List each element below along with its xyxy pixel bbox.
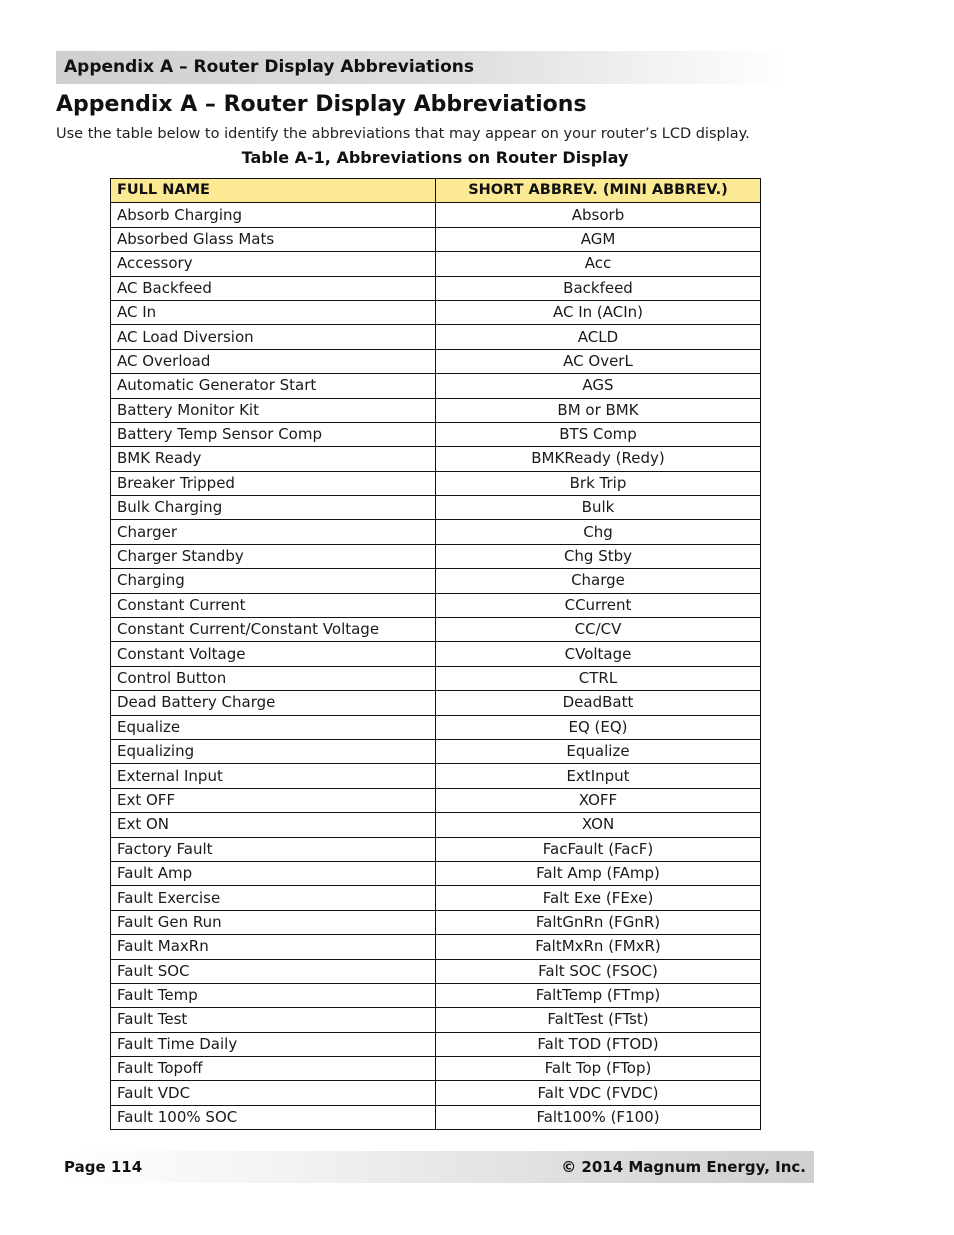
abbreviation-cell: FaltMxRn (FMxR) <box>436 935 761 959</box>
full-name-cell: External Input <box>111 764 436 788</box>
full-name-cell: Fault Temp <box>111 983 436 1007</box>
table-row <box>111 837 761 861</box>
full-name-cell: Fault MaxRn <box>111 935 436 959</box>
table-row <box>111 886 761 910</box>
abbreviation-cell: ACLD <box>436 325 761 349</box>
full-name-cell: Accessory <box>111 252 436 276</box>
abbreviation-cell: AC In (ACIn) <box>436 300 761 324</box>
full-name-cell: Fault Gen Run <box>111 910 436 934</box>
abbreviation-cell: CTRL <box>436 666 761 690</box>
full-name-cell: Constant Voltage <box>111 642 436 666</box>
abbreviation-cell: XON <box>436 813 761 837</box>
abbreviation-cell: FaltTest (FTst) <box>436 1008 761 1032</box>
abbreviation-cell: Falt TOD (FTOD) <box>436 1032 761 1056</box>
abbreviation-cell: FacFault (FacF) <box>436 837 761 861</box>
abbreviation-cell: AC OverL <box>436 349 761 373</box>
table-row <box>111 203 761 227</box>
full-name-cell: Fault VDC <box>111 1081 436 1105</box>
full-name-cell: BMK Ready <box>111 447 436 471</box>
table-row <box>111 398 761 422</box>
table-row <box>111 1081 761 1105</box>
abbreviation-cell: CCurrent <box>436 593 761 617</box>
page-number: Page 114 <box>64 1158 143 1176</box>
table-header-row <box>111 179 761 203</box>
table-row <box>111 715 761 739</box>
table-row <box>111 1105 761 1129</box>
table-row <box>111 300 761 324</box>
table-row <box>111 642 761 666</box>
table-row <box>111 1032 761 1056</box>
abbreviation-cell: CVoltage <box>436 642 761 666</box>
table-row <box>111 861 761 885</box>
abbreviation-cell: Falt Top (FTop) <box>436 1057 761 1081</box>
table-row <box>111 569 761 593</box>
full-name-cell: Breaker Tripped <box>111 471 436 495</box>
full-name-cell: Constant Current/Constant Voltage <box>111 618 436 642</box>
table-row <box>111 959 761 983</box>
full-name-cell: Equalize <box>111 715 436 739</box>
abbreviation-cell: Falt SOC (FSOC) <box>436 959 761 983</box>
table-row <box>111 618 761 642</box>
abbreviation-cell: BM or BMK <box>436 398 761 422</box>
full-name-cell: Charger Standby <box>111 544 436 568</box>
abbreviation-cell: EQ (EQ) <box>436 715 761 739</box>
table-row <box>111 764 761 788</box>
table-row <box>111 471 761 495</box>
table-row <box>111 544 761 568</box>
abbreviation-cell: Chg Stby <box>436 544 761 568</box>
full-name-cell: Battery Monitor Kit <box>111 398 436 422</box>
full-name-cell: Fault 100% SOC <box>111 1105 436 1129</box>
table-row <box>111 374 761 398</box>
full-name-cell: Charging <box>111 569 436 593</box>
abbreviation-cell: FaltGnRn (FGnR) <box>436 910 761 934</box>
full-name-cell: AC In <box>111 300 436 324</box>
full-name-cell: Dead Battery Charge <box>111 691 436 715</box>
table-row <box>111 422 761 446</box>
full-name-cell: Ext ON <box>111 813 436 837</box>
full-name-cell: Fault Test <box>111 1008 436 1032</box>
page-title: Appendix A – Router Display Abbreviations <box>56 92 587 117</box>
abbreviation-cell: BMKReady (Redy) <box>436 447 761 471</box>
full-name-cell: Factory Fault <box>111 837 436 861</box>
table-row <box>111 983 761 1007</box>
table-row <box>111 520 761 544</box>
abbreviation-cell: AGS <box>436 374 761 398</box>
table-row <box>111 496 761 520</box>
abbreviation-cell: Charge <box>436 569 761 593</box>
table-row <box>111 1057 761 1081</box>
copyright: © 2014 Magnum Energy, Inc. <box>561 1158 806 1176</box>
abbreviation-cell: Equalize <box>436 739 761 763</box>
full-name-cell: Fault Topoff <box>111 1057 436 1081</box>
abbreviation-cell: Falt Amp (FAmp) <box>436 861 761 885</box>
abbreviation-cell: Absorb <box>436 203 761 227</box>
full-name-cell: Charger <box>111 520 436 544</box>
table-row <box>111 666 761 690</box>
section-header-title: Appendix A – Router Display Abbreviations <box>64 57 474 77</box>
abbreviation-cell: FaltTemp (FTmp) <box>436 983 761 1007</box>
table-row <box>111 276 761 300</box>
abbreviation-cell: Chg <box>436 520 761 544</box>
table-row <box>111 1008 761 1032</box>
abbreviation-cell: Acc <box>436 252 761 276</box>
full-name-cell: Fault Amp <box>111 861 436 885</box>
full-name-cell: Control Button <box>111 666 436 690</box>
abbreviation-cell: DeadBatt <box>436 691 761 715</box>
table-body <box>111 203 761 1130</box>
table-row <box>111 593 761 617</box>
footer-band <box>56 1151 814 1183</box>
section-header-band <box>56 51 788 84</box>
abbreviations-table <box>110 178 761 1130</box>
abbreviation-cell: Brk Trip <box>436 471 761 495</box>
table-row <box>111 788 761 812</box>
abbreviation-cell: ExtInput <box>436 764 761 788</box>
table-row <box>111 910 761 934</box>
table-row <box>111 935 761 959</box>
abbreviation-cell: Falt Exe (FExe) <box>436 886 761 910</box>
column-header-short-abbrev: SHORT ABBREV. (MINI ABBREV.) <box>436 179 761 203</box>
table-row <box>111 813 761 837</box>
table-row <box>111 325 761 349</box>
full-name-cell: Equalizing <box>111 739 436 763</box>
full-name-cell: Absorbed Glass Mats <box>111 227 436 251</box>
full-name-cell: Fault SOC <box>111 959 436 983</box>
abbreviation-cell: XOFF <box>436 788 761 812</box>
table-row <box>111 252 761 276</box>
full-name-cell: Battery Temp Sensor Comp <box>111 422 436 446</box>
table-row <box>111 691 761 715</box>
intro-text: Use the table below to identify the abbreviations that may appear on your router’s LCD display. <box>56 126 750 142</box>
abbreviation-cell: Falt VDC (FVDC) <box>436 1081 761 1105</box>
full-name-cell: AC Overload <box>111 349 436 373</box>
abbreviation-cell: Bulk <box>436 496 761 520</box>
table-row <box>111 447 761 471</box>
abbreviation-cell: CC/CV <box>436 618 761 642</box>
abbreviation-cell: BTS Comp <box>436 422 761 446</box>
full-name-cell: Absorb Charging <box>111 203 436 227</box>
full-name-cell: AC Backfeed <box>111 276 436 300</box>
abbreviation-cell: AGM <box>436 227 761 251</box>
table-row <box>111 739 761 763</box>
full-name-cell: Constant Current <box>111 593 436 617</box>
table-row <box>111 349 761 373</box>
full-name-cell: Bulk Charging <box>111 496 436 520</box>
full-name-cell: AC Load Diversion <box>111 325 436 349</box>
table-row <box>111 227 761 251</box>
table-caption: Table A-1, Abbreviations on Router Display <box>241 148 629 167</box>
column-header-full-name: FULL NAME <box>111 179 436 203</box>
abbreviation-cell: Falt100% (F100) <box>436 1105 761 1129</box>
full-name-cell: Fault Exercise <box>111 886 436 910</box>
full-name-cell: Fault Time Daily <box>111 1032 436 1056</box>
full-name-cell: Automatic Generator Start <box>111 374 436 398</box>
full-name-cell: Ext OFF <box>111 788 436 812</box>
abbreviation-cell: Backfeed <box>436 276 761 300</box>
